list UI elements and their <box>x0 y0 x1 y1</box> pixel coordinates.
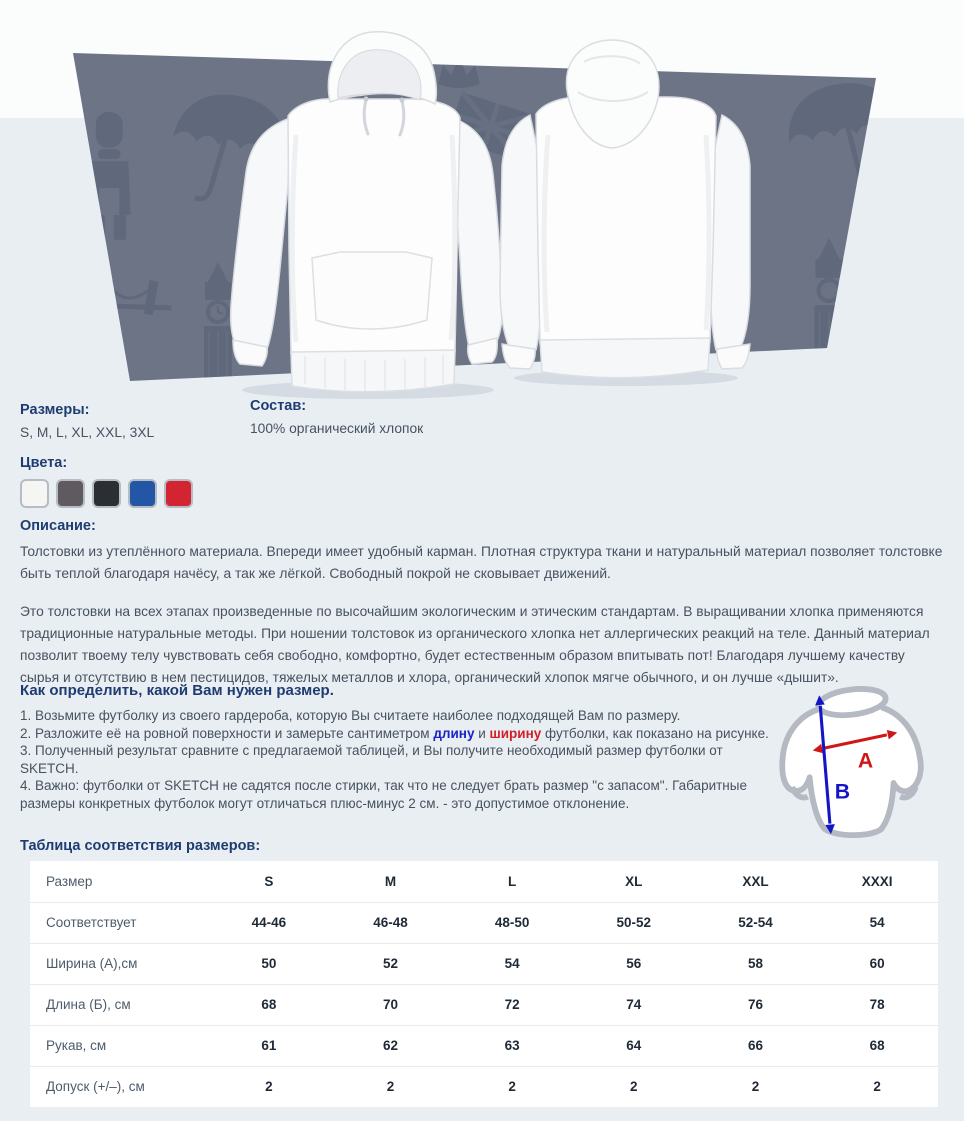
row-label-cell: Соответствует <box>30 902 208 943</box>
row-label-cell: Ширина (А),см <box>30 943 208 984</box>
size-table-card <box>30 861 938 1107</box>
sizing-guide-title: Как определить, какой Вам нужен размер. <box>20 682 334 699</box>
column-header-cell: XXXI <box>816 861 938 902</box>
sizing-step <box>20 777 777 812</box>
value-cell: 2 <box>630 1079 638 1095</box>
value-cell: 74 <box>573 984 695 1025</box>
value-cell: 2 <box>508 1079 516 1095</box>
row-label-cell: Длина (Б), см <box>30 984 208 1025</box>
value-cell: 46-48 <box>330 902 452 943</box>
value-cell: 54 <box>451 943 573 984</box>
step-text: и <box>474 725 490 741</box>
value-cell: 63 <box>451 1025 573 1066</box>
composition-label: Состав: <box>250 398 307 414</box>
step-text: 3. Полученный результат сравните с предлагаемой таблицей, и Вы получите необходимый размер футболки от SKETCH. <box>20 743 723 776</box>
length-label: B <box>834 780 851 804</box>
sizing-step <box>20 742 777 777</box>
big-ben-icon <box>204 262 232 400</box>
row-label-cell: Размер <box>30 861 208 902</box>
size-table-section <box>20 838 946 1107</box>
row-label-cell: Рукав, см <box>30 1025 208 1066</box>
value-cell: 58 <box>695 943 817 984</box>
value-cell: 78 <box>816 984 938 1025</box>
value-cell: 56 <box>573 943 695 984</box>
column-header-cell: M <box>330 861 452 902</box>
value-cell: 66 <box>695 1025 817 1066</box>
value-cell: 48-50 <box>451 902 573 943</box>
value-cell: 2 <box>265 1079 273 1095</box>
size-table-title: Таблица соответствия размеров: <box>20 838 261 854</box>
value-cell: 70 <box>330 984 452 1025</box>
column-header-cell: L <box>451 861 573 902</box>
column-header-cell: S <box>208 861 330 902</box>
value-cell: 2 <box>873 1079 881 1095</box>
colors-section <box>20 455 193 508</box>
value-cell: 52 <box>330 943 452 984</box>
value-cell: 2 <box>751 1079 760 1095</box>
color-swatch-blue[interactable] <box>128 479 157 508</box>
size-table-row <box>30 943 938 984</box>
value-cell: 68 <box>208 984 330 1025</box>
value-cell: 54 <box>816 902 938 943</box>
sizes-value: S, M, L, XL, XXL, 3XL <box>20 425 155 440</box>
colors-label: Цвета: <box>20 455 68 471</box>
sizing-guide-section <box>20 682 777 813</box>
width-label: A <box>857 749 874 773</box>
step-text: 2. Разложите её на ровной поверхности и замерьте сантиметром <box>20 725 434 741</box>
size-table <box>30 861 938 1107</box>
description-label: Описание: <box>20 518 96 534</box>
measure-term-red: ширину <box>489 725 542 741</box>
color-swatch-white[interactable] <box>20 479 49 508</box>
hoodie-sketch-icon <box>782 686 921 836</box>
value-cell: 50 <box>208 943 330 984</box>
step-text: футболки, как показано на рисунке. <box>541 725 769 741</box>
column-header-cell: XXL <box>695 861 817 902</box>
description-paragraph: Толстовки из утеплённого материала. Впереди имеет удобный карман. Плотная структура ткани и натуральный материал позволяет толстовке быть теплой благодаря начёсу, а так же лёгкой. Свободный покрой не сковывает движений. <box>20 544 943 581</box>
product-hero-image <box>0 0 964 400</box>
value-cell: 62 <box>330 1025 452 1066</box>
value-cell: 60 <box>816 943 938 984</box>
sizing-step <box>20 725 777 743</box>
value-cell: 52-54 <box>695 902 817 943</box>
measurement-diagram <box>773 670 935 846</box>
composition-value: 100% органический хлопок <box>250 421 424 436</box>
value-cell: 44-46 <box>208 902 330 943</box>
composition-section <box>250 398 423 436</box>
color-swatch-red[interactable] <box>164 479 193 508</box>
value-cell: 50-52 <box>573 902 695 943</box>
value-cell: 2 <box>386 1079 395 1095</box>
color-swatch-gray[interactable] <box>56 479 85 508</box>
size-table-row <box>30 902 938 943</box>
step-text: 1. Возьмите футболку из своего гардероба, которую Вы считаете наиболее подходящей Вам по размеру. <box>20 708 681 723</box>
sizing-step <box>20 707 777 725</box>
size-table-row <box>30 1066 938 1107</box>
color-swatch-row <box>20 479 193 508</box>
color-swatch-charcoal[interactable] <box>92 479 121 508</box>
big-ben-icon <box>814 238 843 400</box>
sizes-section <box>20 402 154 440</box>
size-table-row <box>30 984 938 1025</box>
value-cell: 61 <box>208 1025 330 1066</box>
value-cell: 72 <box>451 984 573 1025</box>
value-cell: 76 <box>695 984 817 1025</box>
crown-icon <box>438 58 480 88</box>
size-table-header-row <box>30 861 938 902</box>
size-table-row <box>30 1025 938 1066</box>
description-paragraph: Это толстовки на всех этапах произведенные по высочайшим экологическим и этическим стандартам. В выращивании хлопка применяются традиционные натуральные методы. При ношении толстовок из органического хлопка нет аллергических реакций на теле. Данный материал позволит твоему телу чувствовать себя свободно, комфортно, будет естественным образом впитывать пот! Благодаря лучшему качеству сырья и отсутствию в нем пестицидов, тяжелых металлов и хлора, органический хлопок мягче обычного, и он лучше «дышит». <box>20 604 930 685</box>
value-cell: 64 <box>573 1025 695 1066</box>
sizing-steps <box>20 707 777 813</box>
column-header-cell: XL <box>573 861 695 902</box>
row-label-cell: Допуск (+/–), см <box>46 1079 145 1095</box>
measure-term-blue: длину <box>433 725 475 741</box>
sizes-label: Размеры: <box>20 402 90 418</box>
step-text: 4. Важно: футболки от SKETCH не садятся после стирки, так что не следует брать размер "с запасом". Габаритные размеры конкретных футболок могут отличаться плюс-минус 2 см. - это допустимое отклонение. <box>20 778 747 811</box>
value-cell: 68 <box>816 1025 938 1066</box>
